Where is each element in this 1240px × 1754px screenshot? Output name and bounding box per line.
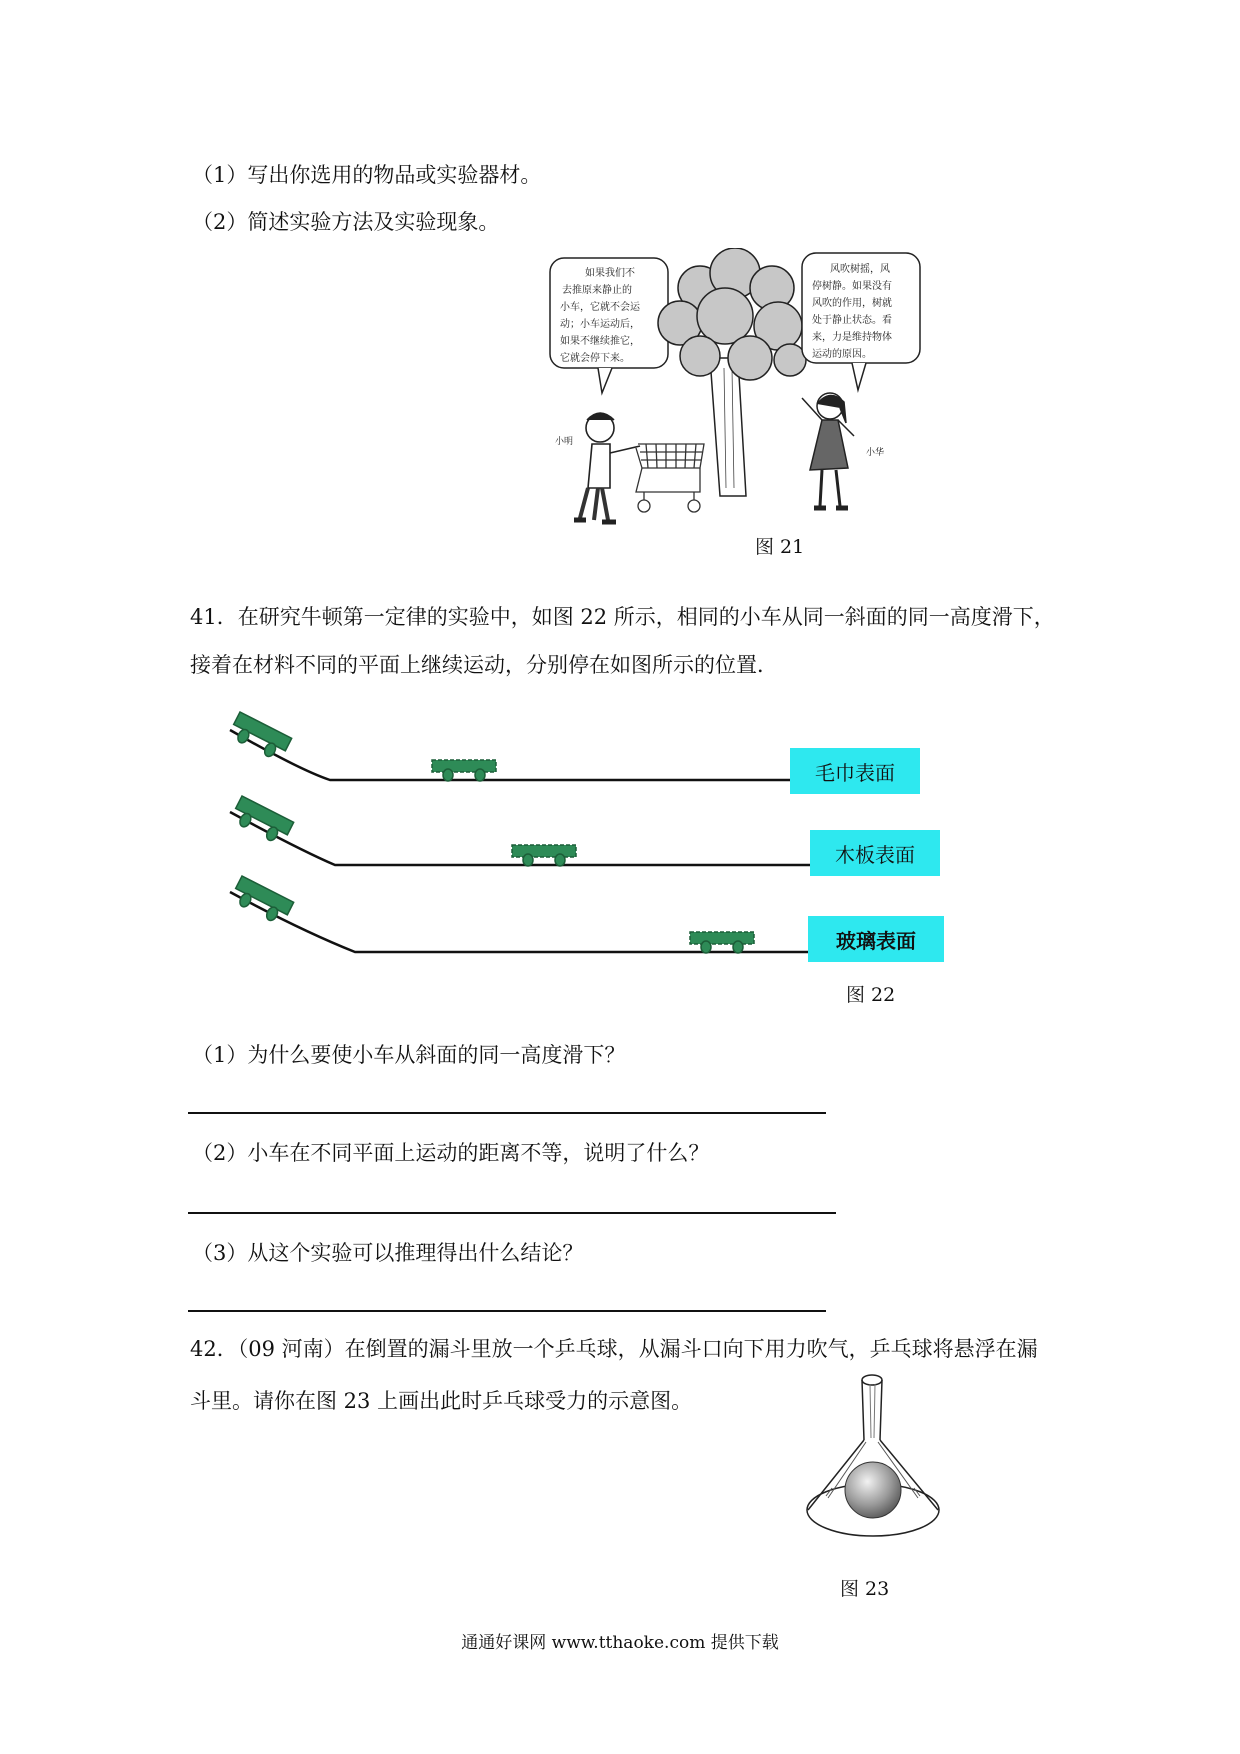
tree	[658, 248, 806, 496]
label-towel-surface: 毛巾表面	[790, 748, 920, 794]
q41-part2: （2）小车在不同平面上运动的距离不等，说明了什么？	[192, 1141, 710, 1165]
page-footer: 通通好课网 www.tthaoke.com 提供下载	[461, 1633, 779, 1653]
q40-part1: （1）写出你选用的物品或实验器材。	[192, 163, 542, 187]
girl-name: 小华	[866, 448, 885, 458]
bubble-left-line: 动；小车运动后，	[560, 319, 640, 330]
bubble-right-line: 运动的原因。	[812, 349, 872, 360]
q41-line2: 接着在材料不同的平面上继续运动，分别停在如图所示的位置．	[190, 653, 778, 677]
bubble-right-line: 风吹的作用，树就	[812, 298, 892, 309]
bubble-right-line: 风吹树摇，风	[830, 264, 890, 275]
bubble-left-line: 去推原来静止的	[562, 285, 632, 296]
bubble-left-line: 如果不继续推它，	[560, 336, 640, 347]
shopping-cart	[636, 444, 704, 512]
answer-line-1[interactable]	[188, 1112, 826, 1114]
cart-on-slope-1	[228, 712, 292, 762]
boy-name: 小明	[555, 437, 574, 447]
answer-line-3[interactable]	[188, 1310, 826, 1312]
cart-on-slope-2	[230, 796, 294, 846]
figure-23-funnel	[800, 1370, 950, 1540]
q41-part3: （3）从这个实验可以推理得出什么结论？	[192, 1241, 584, 1265]
figure-21-caption: 图 21	[755, 536, 805, 558]
cart-stopped-towel	[432, 760, 496, 781]
boy-figure	[574, 413, 640, 522]
ping-pong-ball[interactable]	[845, 1462, 901, 1518]
bubble-left-line: 它就会停下来。	[560, 353, 630, 364]
q41-line1: 41．在研究牛顿第一定律的实验中，如图 22 所示，相同的小车从同一斜面的同一高度滑下，	[190, 605, 1055, 629]
answer-line-2[interactable]	[188, 1212, 836, 1214]
label-wood-surface: 木板表面	[810, 830, 940, 876]
bubble-right-line: 停树静。如果没有	[812, 281, 892, 292]
girl-figure	[802, 393, 854, 508]
cart-stopped-wood	[512, 845, 576, 866]
q42-line2: 斗里。请你在图 23 上画出此时乒乓球受力的示意图。	[190, 1389, 693, 1413]
bubble-left-line: 如果我们不	[585, 268, 635, 279]
ramp-track-towel	[230, 730, 790, 780]
label-glass-surface: 玻璃表面	[808, 916, 944, 962]
q42-line1: 42．（09 河南）在倒置的漏斗里放一个乒乓球，从漏斗口向下用力吹气，乒乓球将悬浮在漏	[190, 1337, 1038, 1361]
bubble-right-line: 来，力是维持物体	[812, 332, 892, 343]
figure-22-caption: 图 22	[846, 984, 896, 1006]
cart-stopped-glass	[690, 932, 754, 953]
figure-21-illustration	[540, 248, 1000, 528]
figure-23-caption: 图 23	[840, 1578, 890, 1600]
bubble-left-line: 小车，它就不会运	[560, 302, 640, 313]
q41-part1: （1）为什么要使小车从斜面的同一高度滑下？	[192, 1043, 626, 1067]
q40-part2: （2）简述实验方法及实验现象。	[192, 210, 500, 234]
bubble-right-line: 处于静止状态。看	[812, 315, 892, 326]
